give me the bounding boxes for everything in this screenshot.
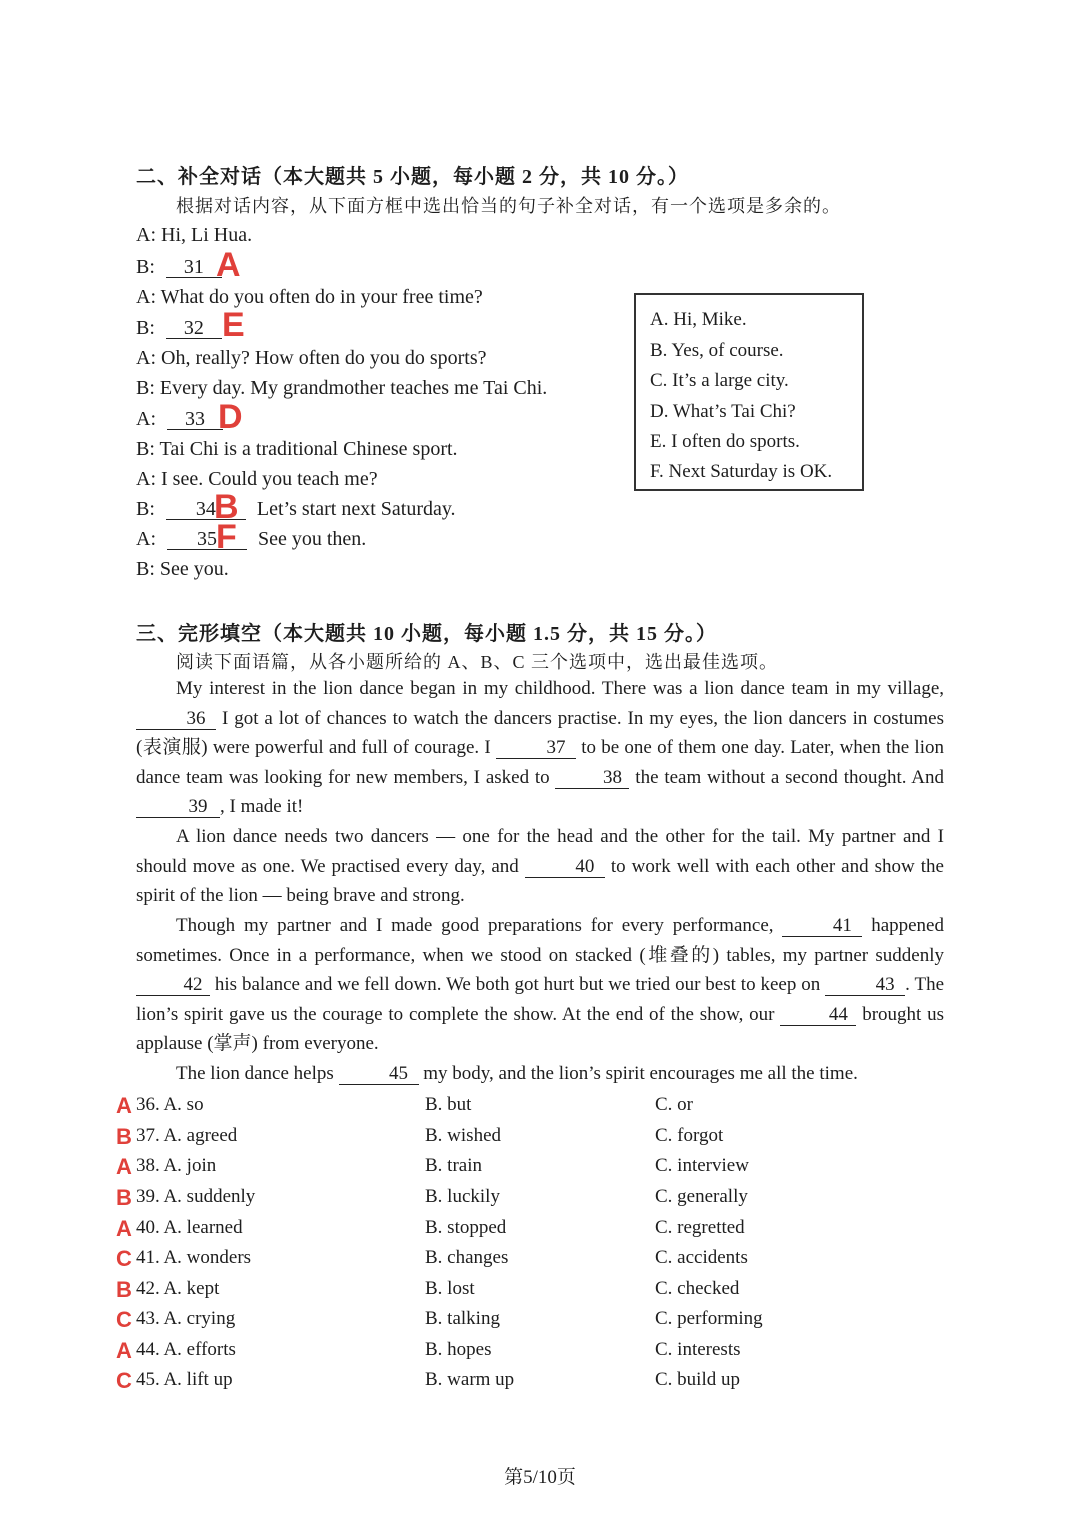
answer-mark: A — [116, 1093, 132, 1118]
option-a: A. Hi, Mike. — [650, 309, 747, 330]
answer-mark: A — [116, 1338, 132, 1363]
passage-paragraph-3: Though my partner and I made good preparations for every performance, 41 happened sometimes. Once in a performance, when we stood on stacked (堆叠的) tables, my partner suddenly 42 his balance and we fell down. We both got hurt but we tried our best to keep on 43 . The lion’s spirit gave us the courage to complete the show. At the end of the show, our 44 brought us applause (掌声) from everyone. — [136, 915, 945, 1055]
answer-mark: A — [116, 1154, 132, 1179]
blank-37: 37 — [496, 738, 576, 759]
blank-42: 42 — [136, 975, 210, 996]
answer-mark: B — [116, 1124, 132, 1149]
blank-31: 31 — [166, 257, 222, 278]
option-b: B. changes — [425, 1247, 509, 1268]
dialogue-line: A: What do you often do in your free time? — [136, 286, 483, 308]
dialogue-line: A: 33 — [136, 408, 223, 431]
dialogue-line: A: 35 See you then. — [136, 528, 367, 550]
option-c: C. or — [655, 1094, 693, 1115]
answer-mark-31: A — [216, 246, 241, 284]
option-d: D. What’s Tai Chi? — [650, 401, 796, 422]
blank-39: 39 — [136, 797, 220, 818]
question-42: 42. A. kept — [136, 1278, 220, 1299]
dialogue-line: A: Oh, really? How often do you do sports? — [136, 347, 487, 369]
section2-title: 二、补全对话（本大题共 5 小题，每小题 2 分，共 10 分。） — [136, 166, 689, 188]
option-c: C. build up — [655, 1369, 740, 1390]
question-37: 37. A. agreed — [136, 1125, 238, 1146]
question-40: 40. A. learned — [136, 1217, 243, 1238]
blank-35: 35 — [167, 529, 247, 550]
option-b: B. wished — [425, 1125, 501, 1146]
answer-mark-35: F — [216, 518, 237, 556]
option-c: C. interests — [655, 1339, 741, 1360]
blank-43: 43 — [825, 975, 905, 996]
blank-33: 33 — [167, 409, 223, 430]
option-c: C. checked — [655, 1278, 740, 1299]
dialogue-line: B: 31 — [136, 256, 222, 279]
section3-instruction: 阅读下面语篇，从各小题所给的 A、B、C 三个选项中，选出最佳选项。 — [176, 652, 779, 672]
dialogue-line: B: Tai Chi is a traditional Chinese sport. — [136, 438, 458, 460]
option-b: B. but — [425, 1094, 472, 1115]
answer-mark: C — [116, 1246, 132, 1271]
blank-40: 40 — [525, 857, 605, 878]
option-b: B. talking — [425, 1308, 500, 1329]
dialogue-line: A: Hi, Li Hua. — [136, 224, 253, 246]
option-c: C. regretted — [655, 1217, 745, 1238]
blank-38: 38 — [555, 768, 629, 789]
blank-45: 45 — [339, 1064, 419, 1085]
answer-mark: A — [116, 1216, 132, 1241]
answer-mark: C — [116, 1307, 132, 1332]
section2-instruction: 根据对话内容，从下面方框中选出恰当的句子补全对话，有一个选项是多余的。 — [176, 196, 841, 216]
options-box — [634, 293, 864, 491]
option-c: C. accidents — [655, 1247, 748, 1268]
answer-mark-34: B — [214, 488, 239, 526]
option-b: B. luckily — [425, 1186, 500, 1207]
option-b: B. warm up — [425, 1369, 515, 1390]
section3-title: 三、完形填空（本大题共 10 小题，每小题 1.5 分，共 15 分。） — [136, 623, 717, 645]
question-38: 38. A. join — [136, 1155, 217, 1176]
question-45: 45. A. lift up — [136, 1369, 233, 1390]
dialogue-line: B: 32 — [136, 317, 222, 340]
passage-paragraph-2: A lion dance needs two dancers — one for the head and the other for the tail. My partner and I should move as one. We practised every day, and 40 to work well with each other and show the spirit of the lion — being brave and strong. — [136, 826, 944, 907]
option-b: B. stopped — [425, 1217, 507, 1238]
answer-mark-33: D — [218, 398, 243, 436]
option-c: C. generally — [655, 1186, 748, 1207]
dialogue-line: B: Every day. My grandmother teaches me Tai Chi. — [136, 377, 548, 399]
option-b: B. train — [425, 1155, 482, 1176]
question-43: 43. A. crying — [136, 1308, 236, 1329]
option-b: B. lost — [425, 1278, 475, 1299]
blank-36: 36 — [136, 709, 216, 730]
option-c: C. interview — [655, 1155, 749, 1176]
option-b: B. hopes — [425, 1339, 492, 1360]
option-b: B. Yes, of course. — [650, 340, 784, 361]
dialogue-line: A: I see. Could you teach me? — [136, 468, 378, 490]
option-c: C. forgot — [655, 1125, 724, 1146]
dialogue-line: B: See you. — [136, 558, 229, 580]
option-c: C. performing — [655, 1308, 763, 1329]
answer-mark: B — [116, 1185, 132, 1210]
answer-mark: B — [116, 1277, 132, 1302]
question-39: 39. A. suddenly — [136, 1186, 256, 1207]
answer-mark: C — [116, 1368, 132, 1393]
option-e: E. I often do sports. — [650, 431, 800, 452]
blank-41: 41 — [782, 916, 862, 937]
blank-44: 44 — [780, 1005, 856, 1026]
dialogue-line: B: 34 Let’s start next Saturday. — [136, 498, 456, 520]
blank-34: 34 — [166, 499, 246, 520]
question-44: 44. A. efforts — [136, 1339, 236, 1360]
question-36: 36. A. so — [136, 1094, 204, 1115]
blank-32: 32 — [166, 318, 222, 339]
option-c: C. It’s a large city. — [650, 370, 789, 391]
passage-paragraph-4: The lion dance helps 45 my body, and the lion’s spirit encourages me all the time. — [176, 1063, 858, 1084]
passage-paragraph-1: My interest in the lion dance began in my childhood. There was a lion dance team in my village, 36 I got a lot of chances to watch the dancers practise. In my eyes, the lion dancers in costumes (表演服) were powerful and full of courage. I 37 to be one of them one day. Later, when the lion dance team was looking for new members, I asked to 38 the team without a second thought. And 39 , I made it! — [136, 678, 945, 818]
option-f: F. Next Saturday is OK. — [650, 461, 833, 482]
answer-mark-32: E — [222, 306, 245, 344]
question-41: 41. A. wonders — [136, 1247, 252, 1268]
page-number: 第5/10页 — [504, 1467, 576, 1488]
